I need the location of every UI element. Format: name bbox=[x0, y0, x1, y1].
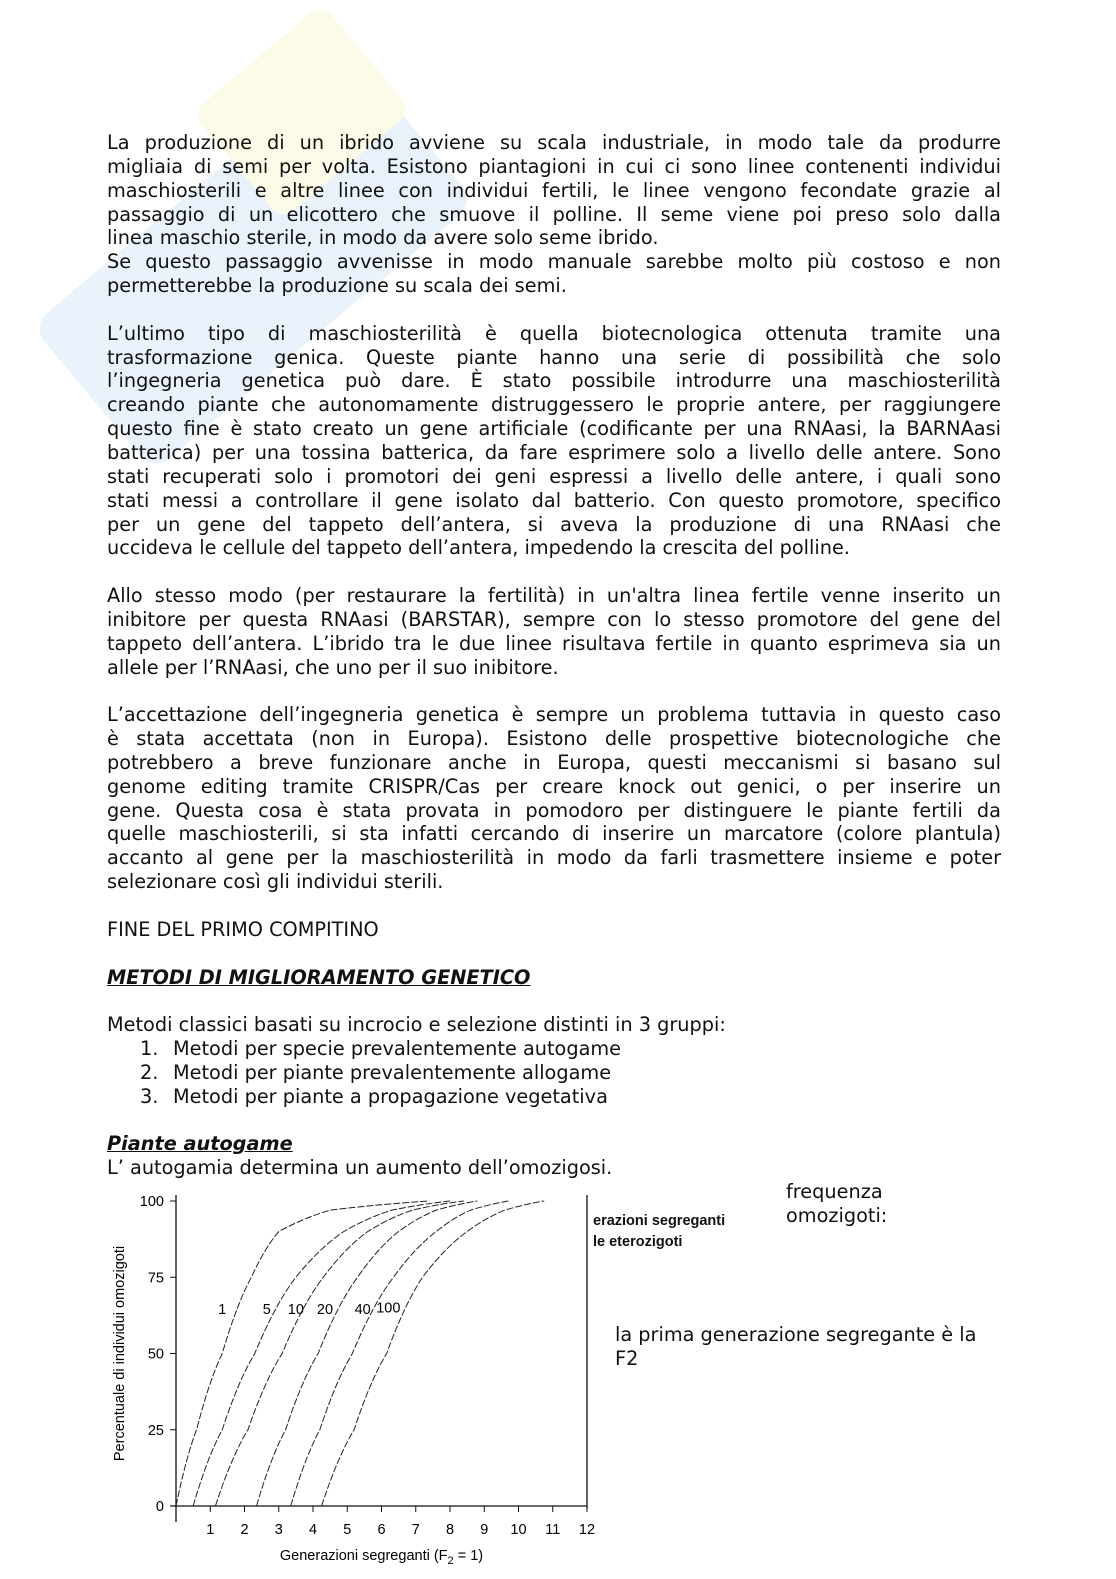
x-tick-label: 6 bbox=[377, 1522, 386, 1538]
side-note-f2 bbox=[615, 1323, 976, 1371]
blank-line bbox=[107, 1109, 1001, 1133]
paragraph-line: batterica) per una tossina batterica, da fare esprimere solo a livello delle antere. Sono bbox=[107, 440, 1001, 464]
x-tick-label: 7 bbox=[411, 1522, 420, 1538]
list-text: Metodi per piante a propagazione vegetativa bbox=[173, 1084, 608, 1108]
paragraph-line: genome editing tramite CRISPR/Cas per creare knock out genici, o per inserire un bbox=[107, 774, 1001, 798]
list-item bbox=[107, 1061, 1001, 1085]
curve-label: 1 bbox=[218, 1301, 227, 1318]
x-tick-label: 9 bbox=[480, 1522, 489, 1538]
list-number: 1. bbox=[140, 1037, 159, 1061]
subsection-title bbox=[107, 1132, 1001, 1156]
paragraph-line: potrebbero a breve funzionare anche in Europa, questi meccanismi si basano sul bbox=[107, 750, 1001, 774]
curve-series-1 bbox=[176, 1201, 429, 1506]
paragraph-line: gene. Questa cosa è stata provata in pomodoro per distinguere le piante fertili da bbox=[107, 798, 1001, 822]
side-note-line: F2 bbox=[615, 1346, 639, 1370]
blank-line bbox=[107, 298, 1001, 322]
list-item bbox=[107, 1085, 1001, 1109]
section-title bbox=[107, 966, 1001, 990]
curve-label: 5 bbox=[262, 1301, 271, 1318]
paragraph-line: l’ingegneria genetica può dare. È stato possibile introdurre una maschiosterilità bbox=[107, 369, 1001, 393]
section-title-text: METODI DI MIGLIORAMENTO GENETICO bbox=[107, 965, 531, 989]
curve-series-20 bbox=[256, 1201, 477, 1506]
paragraph-line: allele per l’RNAasi, che uno per il suo inibitore. bbox=[107, 655, 559, 679]
paragraph-line: è stata accettata (non in Europa). Esistono delle prospettive biotecnologiche che bbox=[107, 727, 1001, 751]
subsection-text: L’ autogamia determina un aumento dell’omozigosi. bbox=[107, 1156, 613, 1180]
x-tick-label: 10 bbox=[510, 1522, 527, 1538]
y-tick-label: 50 bbox=[147, 1346, 164, 1363]
paragraph-line: stati recuperati solo i promotori dei geni espressi a livello delle antere, i quali sono bbox=[107, 464, 1001, 488]
x-tick-label: 5 bbox=[343, 1522, 352, 1538]
paragraph-line: uccideva le cellule del tappeto dell’antera, impedendo la crescita del polline. bbox=[107, 536, 850, 560]
cropped-caption-line: le eterozigoti bbox=[593, 1234, 683, 1250]
blank-line bbox=[107, 989, 1001, 1013]
x-tick-label: 2 bbox=[240, 1522, 249, 1538]
cropped-caption-line: erazioni segreganti bbox=[593, 1213, 726, 1229]
paragraph-line: creando piante che autonomamente distruggessero le proprie antere, per raggiungere bbox=[107, 393, 1001, 417]
side-note-line: frequenza bbox=[786, 1180, 883, 1203]
list-text: Metodi per specie prevalentemente autogame bbox=[173, 1037, 622, 1061]
paragraph-line: selezionare così gli individui sterili. bbox=[107, 870, 444, 894]
list-number: 3. bbox=[140, 1084, 159, 1108]
x-tick-label: 11 bbox=[545, 1522, 561, 1538]
side-note-line: omozigoti: bbox=[786, 1203, 888, 1227]
paragraph-line: per un gene del tappeto dell’antera, si aveva la produzione di una RNAasi che bbox=[107, 512, 1001, 536]
homozygosity-chart bbox=[100, 1180, 620, 1579]
blank-line bbox=[107, 942, 1001, 966]
y-tick-label: 0 bbox=[155, 1499, 164, 1515]
y-tick-label: 25 bbox=[147, 1422, 164, 1439]
document-body bbox=[107, 131, 1001, 1180]
x-tick-label: 1 bbox=[206, 1522, 215, 1538]
side-note-frequency bbox=[786, 1180, 887, 1228]
blank-line bbox=[107, 679, 1001, 703]
list-item bbox=[107, 1037, 1001, 1061]
x-tick-label: 3 bbox=[274, 1522, 283, 1538]
y-tick-label: 100 bbox=[139, 1194, 164, 1210]
paragraph-line: quelle maschiosterili, si sta infatti cercando di inserire un marcatore (colore plantula) bbox=[107, 822, 1001, 846]
paragraph-line: La produzione di un ibrido avviene su scala industriale, in modo tale da produrre bbox=[107, 131, 1001, 154]
cropped-caption bbox=[593, 1211, 753, 1253]
paragraph-line: stati messi a controllare il gene isolato dal batterio. Con questo promotore, specifico bbox=[107, 488, 1001, 512]
y-axis-label: Percentuale di individui omozigoti bbox=[112, 1245, 128, 1462]
blank-line bbox=[107, 894, 1001, 918]
paragraph-line: accanto al gene per la maschiosterilità in modo da farli trasmettere insieme e poter bbox=[107, 846, 1001, 870]
paragraph-line: Se questo passaggio avvenisse in modo manuale sarebbe molto più costoso e non bbox=[107, 250, 1001, 274]
intro-text: Metodi classici basati su incrocio e selezione distinti in 3 gruppi: bbox=[107, 1013, 726, 1037]
paragraph-line: linea maschio sterile, in modo da avere solo seme ibrido. bbox=[107, 226, 659, 250]
curve-label: 20 bbox=[316, 1301, 334, 1318]
list-number: 2. bbox=[140, 1060, 159, 1084]
curve-label: 10 bbox=[287, 1301, 304, 1318]
side-note-line: la prima generazione segregante è la bbox=[615, 1323, 977, 1346]
paragraph-line: L’ultimo tipo di maschiosterilità è quella biotecnologica ottenuta tramite una bbox=[107, 321, 1001, 345]
paragraph-line: maschiosterili e altre linee con individui fertili, le linee vengono fecondate grazie al bbox=[107, 178, 1001, 202]
list-text: Metodi per piante prevalentemente allogame bbox=[173, 1060, 612, 1084]
paragraph-line: passaggio di un elicottero che smuove il polline. Il seme viene poi preso solo dalla bbox=[107, 202, 1001, 226]
paragraph-line: questo fine è stato creato un gene artificiale (codificante per una RNAasi, la BARNAasi bbox=[107, 417, 1001, 441]
end-note: FINE DEL PRIMO COMPITINO bbox=[107, 917, 379, 941]
paragraph-line: migliaia di semi per volta. Esistono piantagioni in cui ci sono linee contenenti individui bbox=[107, 154, 1001, 178]
paragraph-line: tappeto dell’antera. L’ibrido tra le due linee risultava fertile in quanto esprimeva sia un bbox=[107, 631, 1001, 655]
blank-line bbox=[107, 560, 1001, 584]
paragraph-line: Allo stesso modo (per restaurare la fertilità) in un'altra linea fertile venne inserito un bbox=[107, 584, 1001, 608]
x-tick-label: 12 bbox=[578, 1522, 596, 1538]
curve-series-10 bbox=[215, 1201, 463, 1506]
paragraph-line: permetterebbe la produzione su scala dei semi. bbox=[107, 274, 567, 298]
x-tick-label: 8 bbox=[445, 1522, 455, 1538]
curve-series-100 bbox=[322, 1201, 545, 1506]
x-axis-label: Generazioni segreganti $(F_2 = 1)$ bbox=[279, 1548, 484, 1567]
y-tick-label: 75 bbox=[147, 1270, 164, 1287]
curve-label: 100 bbox=[376, 1300, 401, 1317]
x-tick-label: 4 bbox=[308, 1522, 318, 1538]
paragraph-line: trasformazione genica. Queste piante hanno una serie di possibilità che solo bbox=[107, 345, 1001, 369]
curve-series-40 bbox=[291, 1201, 508, 1506]
subsection-title-text: Piante autogame bbox=[107, 1132, 293, 1156]
curve-series-5 bbox=[193, 1201, 450, 1506]
paragraph-line: L’accettazione dell’ingegneria genetica è sempre un problema tuttavia in questo caso bbox=[107, 703, 1001, 727]
paragraph-line: inibitore per questa RNAasi (BARSTAR), sempre con lo stesso promotore del gene del bbox=[107, 607, 1001, 631]
curve-label: 40 bbox=[354, 1301, 371, 1318]
